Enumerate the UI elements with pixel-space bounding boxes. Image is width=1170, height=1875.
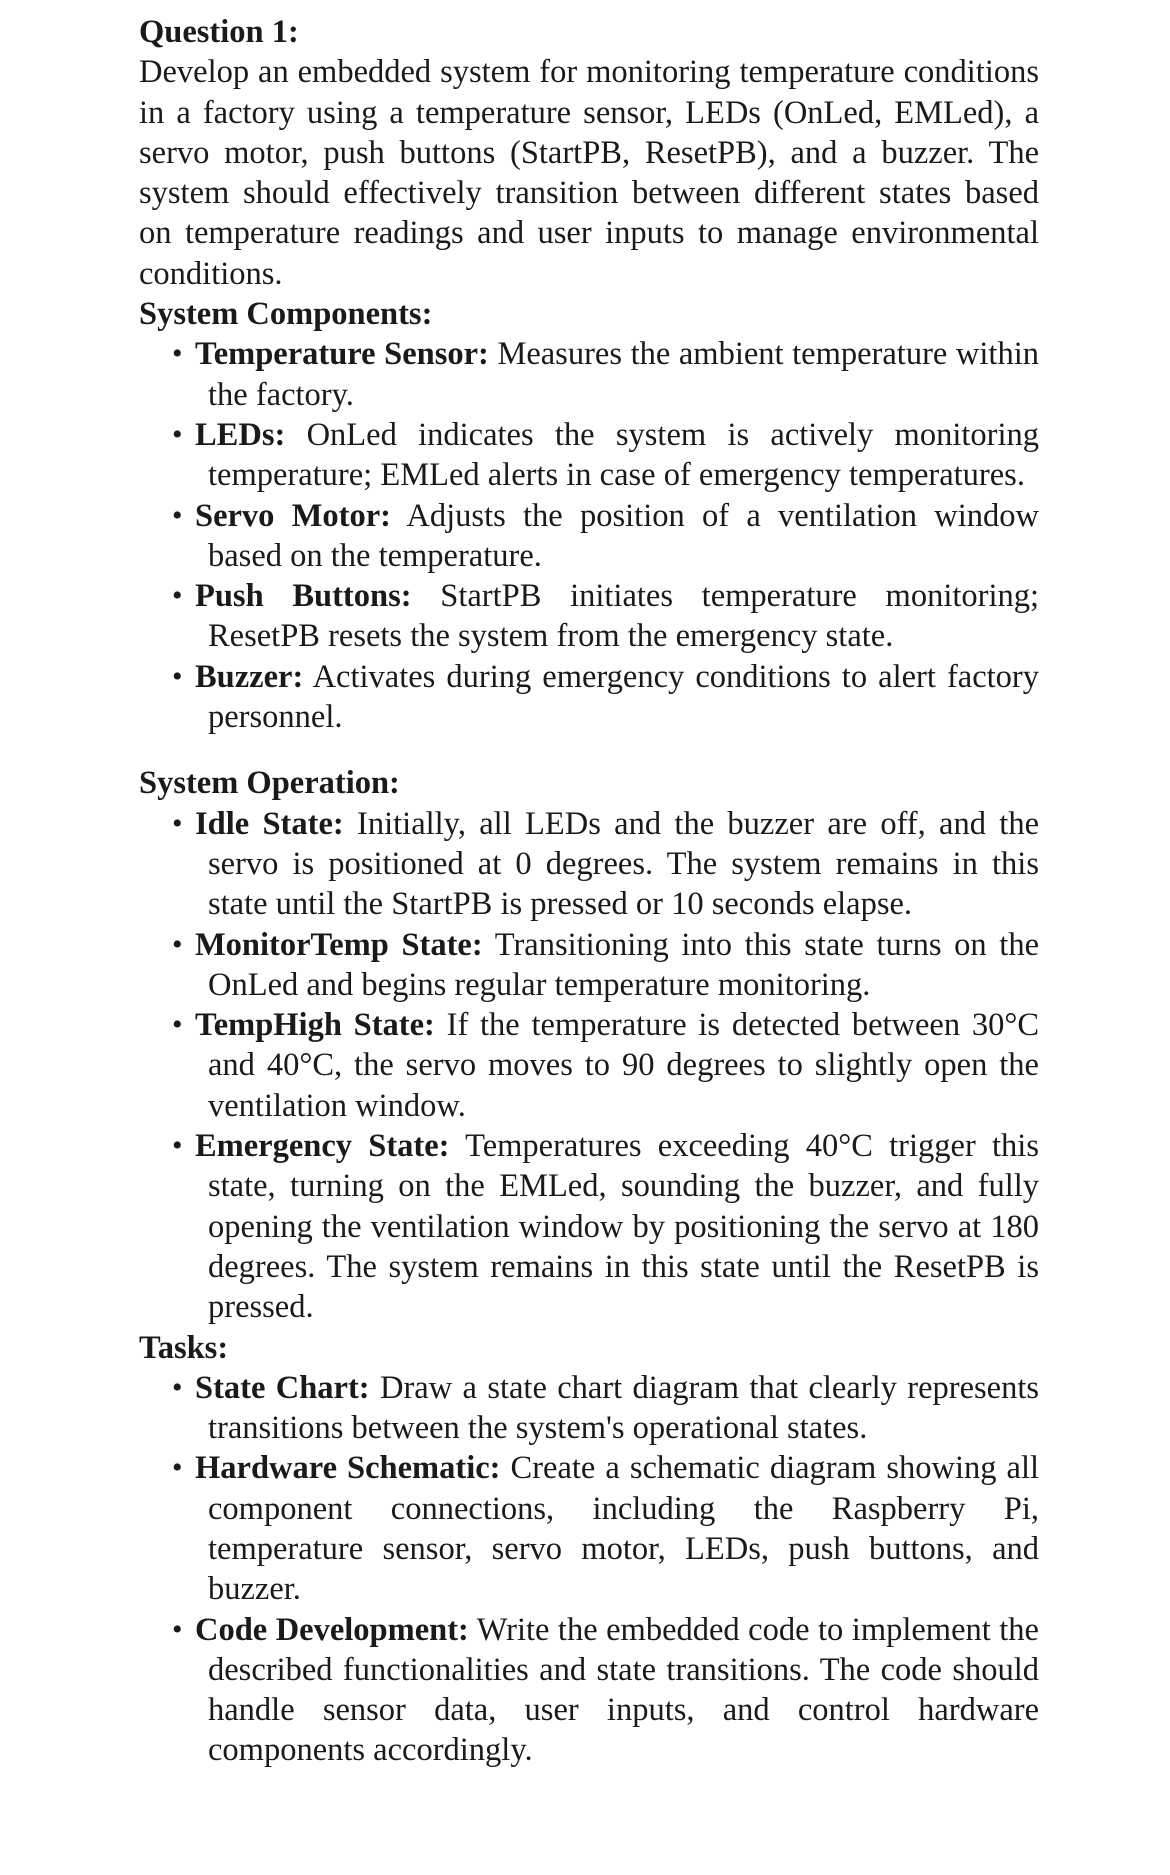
bullet-icon: • — [172, 1129, 183, 1163]
list-item — [139, 1368, 1039, 1449]
bullet-icon: • — [172, 659, 183, 693]
bullet-icon: • — [172, 1370, 183, 1404]
item-text: Transitioning into this state turns on the OnLed and begins regular temperature monitoring. — [208, 926, 1039, 1003]
operation-list — [139, 804, 1039, 1328]
tasks-list — [139, 1368, 1039, 1771]
question-title: Question 1: — [139, 14, 299, 50]
list-item — [139, 415, 1039, 496]
item-term: Idle State: — [195, 805, 344, 842]
item-text: Measures the ambient temperature within the factory. — [208, 336, 1039, 413]
components-heading: System Components: — [139, 296, 433, 333]
item-text: Temperatures exceeding 40°C trigger this state, turning on the EMLed, sounding the buzzer, and fully opening the ventilation window by positioning the servo at 180 degrees. The system remains in this state until the ResetPB is pressed. — [208, 1128, 1039, 1326]
list-item — [139, 496, 1039, 577]
list-item — [139, 1448, 1039, 1609]
list-item — [139, 925, 1039, 1006]
bullet-icon: • — [172, 927, 183, 961]
section-gap — [139, 737, 1039, 763]
item-term: Servo Motor: — [195, 497, 391, 534]
bullet-icon: • — [172, 1451, 183, 1485]
list-item — [139, 1005, 1039, 1126]
item-term: Buzzer: — [195, 658, 304, 695]
item-text: Initially, all LEDs and the buzzer are off, and the servo is positioned at 0 degrees. The system remains in this state until the StartPB is pressed or 10 seconds elapse. — [208, 805, 1039, 923]
list-item — [139, 657, 1039, 738]
item-term: LEDs: — [195, 416, 286, 453]
bullet-icon: • — [172, 579, 183, 613]
item-text: Activates during emergency conditions to alert factory personnel. — [208, 658, 1039, 736]
question-intro: Develop an embedded system for monitoring temperature conditions in a factory using a temperature sensor, LEDs (OnLed, EMLed), a servo motor, push buttons (StartPB, ResetPB), and a buzzer. The system should effectively transition between different states based on temperature readings and user inputs to manage environmental conditions. — [139, 54, 1039, 292]
item-term: Temperature Sensor: — [195, 336, 489, 373]
item-term: State Chart: — [195, 1369, 370, 1406]
bullet-icon: • — [172, 1008, 183, 1042]
bullet-icon: • — [172, 498, 183, 532]
item-text: OnLed indicates the system is actively monitoring temperature; EMLed alerts in case of emergency temperatures. — [208, 416, 1039, 494]
list-item — [139, 1126, 1039, 1327]
item-text: Draw a state chart diagram that clearly represents transitions between the system's operational states. — [208, 1369, 1039, 1447]
list-item — [139, 334, 1039, 415]
item-text: If the temperature is detected between 30°C and 40°C, the servo moves to 90 degrees to slightly open the ventilation window. — [208, 1007, 1040, 1124]
operation-heading: System Operation: — [139, 765, 400, 802]
list-item — [139, 1610, 1039, 1771]
item-text: StartPB initiates temperature monitoring; ResetPB resets the system from the emergency state. — [208, 578, 1040, 655]
components-list — [139, 334, 1039, 737]
list-item — [139, 576, 1039, 657]
item-term: MonitorTemp State: — [195, 926, 483, 963]
item-text: Write the embedded code to implement the described functionalities and state transitions. The code should handle sensor data, user inputs, and control hardware components accordingly. — [208, 1611, 1039, 1769]
item-term: Code Development: — [195, 1611, 469, 1648]
list-item — [139, 804, 1039, 925]
item-term: Push Buttons: — [195, 578, 412, 615]
bullet-icon: • — [172, 1612, 183, 1646]
item-text: Create a schematic diagram showing all component connections, including the Raspberry Pi, temperature sensor, servo motor, LEDs, push buttons, and buzzer. — [208, 1450, 1040, 1608]
tasks-heading: Tasks: — [139, 1329, 229, 1366]
item-term: Hardware Schematic: — [195, 1450, 501, 1487]
bullet-icon: • — [172, 806, 183, 840]
item-term: Emergency State: — [195, 1128, 450, 1165]
item-term: TempHigh State: — [195, 1007, 435, 1044]
item-text: Adjusts the position of a ventilation window based on the temperature. — [208, 497, 1039, 574]
question-document — [139, 12, 1039, 1771]
bullet-icon: • — [172, 417, 183, 451]
bullet-icon: • — [172, 337, 183, 371]
